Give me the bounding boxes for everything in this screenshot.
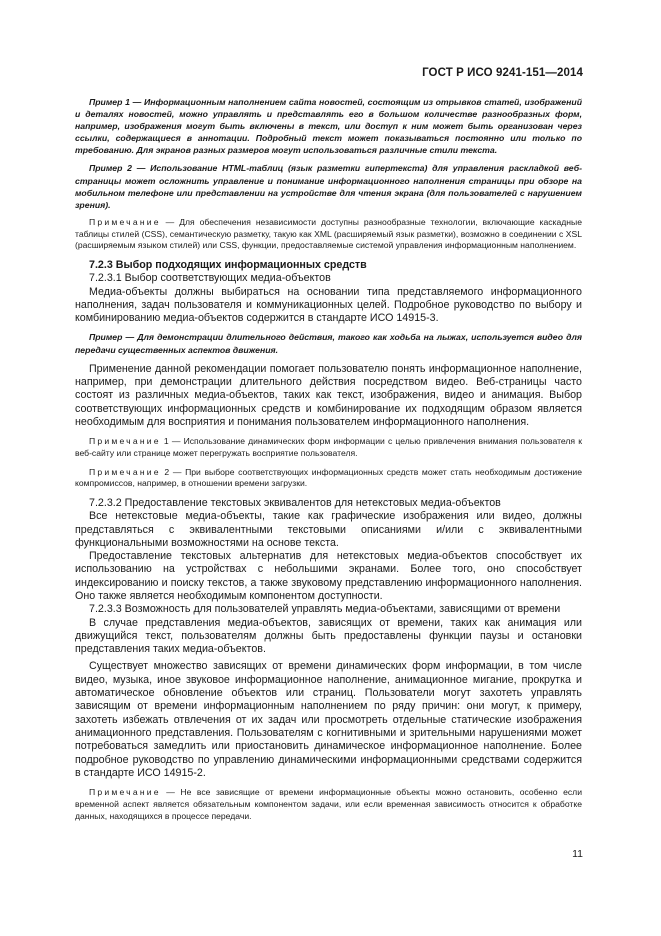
example-1: Пример 1 — Информационным наполнением сайта новостей, состоящим из отрывков статей, изображений и деталях новостей, можно управлять и представлять его в большом количестве разнообразных форм, например, изображения могут быть включены в текст, или доступ к ним может быть организован через ссылки, содержащиеся в аннотации. Подробный текст может показываться постоянно или только по требованию. Для экранов разных размеров могут использоваться различные стили текста.: [75, 97, 582, 156]
note-1: [75, 436, 582, 459]
note-text: 1 — Использование динамических форм информации с целью привлечения внимания пользователя к веб-сайту или странице может перегружать восприятие пользователя.: [75, 436, 582, 458]
note-time-dependent: [75, 787, 582, 822]
subsection-heading-7-2-3-3: 7.2.3.3 Возможность для пользователей управлять медиа-объектами, зависящими от времени: [89, 603, 561, 616]
document-header: ГОСТ Р ИСО 9241-151—2014: [422, 67, 583, 79]
paragraph-text-alternatives: Предоставление текстовых альтернатив для нетекстовых медиа-объектов способствует их использованию на устройствах с небольшими экранами. Более того, оно способствует индексированию и поиску текстов, а также звуковому представлению информационного наполнения. Оно также является необходимым компонентом доступности.: [75, 550, 582, 602]
note-label: Примечание: [89, 216, 161, 227]
note-2: [75, 467, 582, 490]
paragraph-dynamic-forms: Существует множество зависящих от времени динамических форм информации, в том числе видео, музыка, иное звуковое информационное наполнение, анимационное мигание, прокрутка и автоматическое обновление объектов или страниц. Пользователи могут захотеть управлять зависящим от времени информационным наполнением по ряду причин: они могут, к примеру, захотеть избежать отвлечения от их задач или просмотреть отдельные статические изображения анимационного представления. Пользователям с когнитивными и зрительными нарушениями может потребоваться замедлить или приостановить динамическое информационное наполнение. Более подробное руководство по управлению динамическими информационными средствами содержится в стандарте ИСО 14915-2.: [75, 660, 582, 779]
paragraph-media-selection: Медиа-объекты должны выбираться на основании типа представляемого информационного наполнения, задач пользователя и коммуникационных целей. Подробное руководство по выбору и комбинированию медиа-объектов содержится в стандарте ИСО 14915-3.: [75, 285, 582, 325]
section-heading-7-2-3: [75, 259, 582, 272]
paragraph-text-equivalents: Все нетекстовые медиа-объекты, такие как графические изображения или видео, должны представляться с эквивалентными текстовыми описаниями и/или с эквивалентными функциональными возможностями на основе текста.: [75, 510, 582, 549]
section-number: 7.2.3: [89, 258, 113, 271]
page-number: 11: [572, 848, 583, 860]
section-title: Выбор подходящих информационных средств: [115, 258, 367, 271]
note-independence: [75, 217, 582, 252]
subsection-heading-7-2-3-1: 7.2.3.1 Выбор соответствующих медиа-объектов: [89, 272, 331, 285]
example-video: Пример — Для демонстрации длительного действия, такого как ходьба на лыжах, используется видео для передачи существенных аспектов движения.: [75, 332, 582, 355]
note-text: — Не все зависящие от времени информационные объекты можно остановить, особенно если временной аспект является обязательным компонентом задачи, или если временная зависимость относится к обработке данных, находящихся в процессе передачи.: [75, 787, 582, 821]
example-2: Пример 2 — Использование HTML-таблиц (язык разметки гипертекста) для управления раскладкой веб-страницы может осложнить управление и понимание информационного наполнения страницы при обзоре на мобильном телефоне или представлении на устройстве для чтения экрана (для пользователей с нарушением зрения).: [75, 163, 582, 210]
subsection-heading-7-2-3-2: 7.2.3.2 Предоставление текстовых эквивалентов для нетекстовых медиа-объектов: [89, 496, 501, 509]
page-content: [75, 96, 582, 822]
note-text: 2 — При выборе соответствующих информационных средств может стать необходимым достижение компромиссов, например, в отношении времени загрузки.: [75, 466, 582, 489]
paragraph-apply: Применение данной рекомендации помогает пользователю понять информационное наполнение, например, при демонстрации длительного действия посредством видео. Веб-страницы часто состоят из различных медиа-объектов, таких как текст, изображения, видео и анимация. Выбор соответствующих информационных средств и комбинирование их подходящим образом является необходимым для восприятия и понимания пользователем информационного наполнения.: [75, 362, 582, 428]
note-label: Примечание: [89, 787, 161, 798]
paragraph-pause-stop: В случае представления медиа-объектов, зависящих от времени, таких как анимация или движущийся текст, пользователям должны быть предоставлены функции паузы и остановки представления таких медиа-объектов.: [75, 616, 582, 656]
note-text: — Для обеспечения независимости доступны разнообразные технологии, включающие каскадные таблицы стилей (CSS), семантическую разметку, такую как XML (расширяемый язык разметки), возможно в соединении с XSL (расширяемым языком стилей) или CSS, функции, предоставляемые системой управления информационным наполнением.: [75, 216, 582, 251]
note-label: Примечание: [89, 466, 161, 477]
note-label: Примечание: [89, 436, 161, 447]
